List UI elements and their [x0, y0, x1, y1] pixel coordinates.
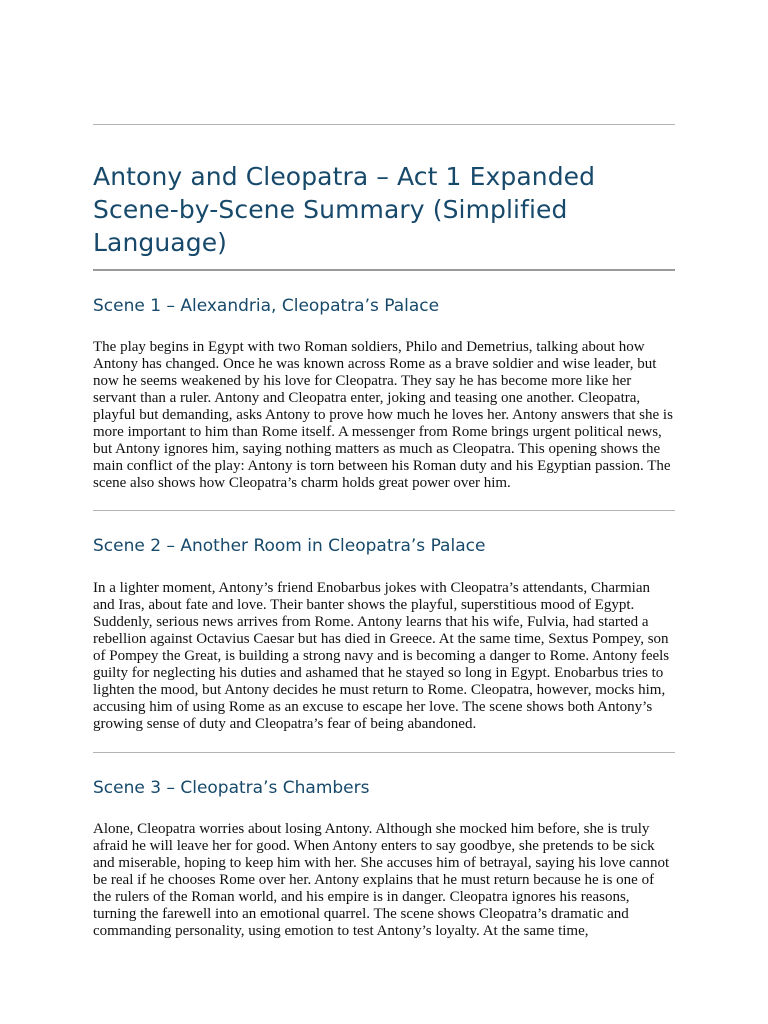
scene-3-heading: Scene 3 – Cleopatra’s Chambers [93, 778, 370, 798]
top-divider [93, 124, 675, 125]
document-page [93, 0, 675, 940]
section-divider [93, 752, 675, 753]
title-divider [93, 269, 675, 271]
scene-3-summary: Alone, Cleopatra worries about losing Antony. Although she mocked him before, she is truly afraid he will leave her for good. When Antony enters to say goodbye, she pretends to be sick and miserable, hoping to keep him with her. She accuses him of betrayal, saying his love cannot be real if he chooses Rome over her. Antony explains that he must return because he is one of the rulers of the Roman world, and his empire is in danger. Cleopatra ignores his reasons, turning the farewell into an emotional quarrel. The scene shows Cleopatra’s dramatic and commanding personality, using emotion to test Antony’s loyalty. At the same time, [93, 821, 670, 939]
scene-2-summary: In a lighter moment, Antony’s friend Enobarbus jokes with Cleopatra’s attendants, Charmian and Iras, about fate and love. Their banter shows the playful, superstitious mood of Egypt. Suddenly, serious news arrives from Rome. Antony learns that his wife, Fulvia, had started a rebellion against Octavius Caesar but has died in Greece. At the same time, Sextus Pompey, son of Pompey the Great, is building a strong navy and is becoming a danger to Rome. Antony feels guilty for neglecting his duties and ashamed that he stayed so long in Egypt. Enobarbus tries to lighten the mood, but Antony decides he must return to Rome. Cleopatra, however, mocks him, accusing him of using Rome as an excuse to escape her love. The scene shows both Antony’s growing sense of duty and Cleopatra’s fear of being abandoned. [93, 580, 670, 732]
scene-1-heading: Scene 1 – Alexandria, Cleopatra’s Palace [93, 296, 440, 316]
page-title: Antony and Cleopatra – Act 1 Expanded Scene-by-Scene Summary (Simplified Language) [93, 162, 596, 257]
section-divider [93, 510, 675, 511]
scene-2-heading: Scene 2 – Another Room in Cleopatra’s Palace [93, 536, 486, 556]
scene-1-summary: The play begins in Egypt with two Roman soldiers, Philo and Demetrius, talking about how Antony has changed. Once he was known across Rome as a brave soldier and wise leader, but now he seems weakened by his love for Cleopatra. They say he has become more like her servant than a ruler. Antony and Cleopatra enter, joking and teasing one another. Cleopatra, playful but demanding, asks Antony to prove how much he loves her. Antony answers that she is more important to him than Rome itself. A messenger from Rome brings urgent political news, but Antony ignores him, saying nothing matters as much as Cleopatra. This opening shows the main conflict of the play: Antony is torn between his Roman duty and his Egyptian passion. The scene also shows how Cleopatra’s charm holds great power over him. [93, 339, 673, 491]
